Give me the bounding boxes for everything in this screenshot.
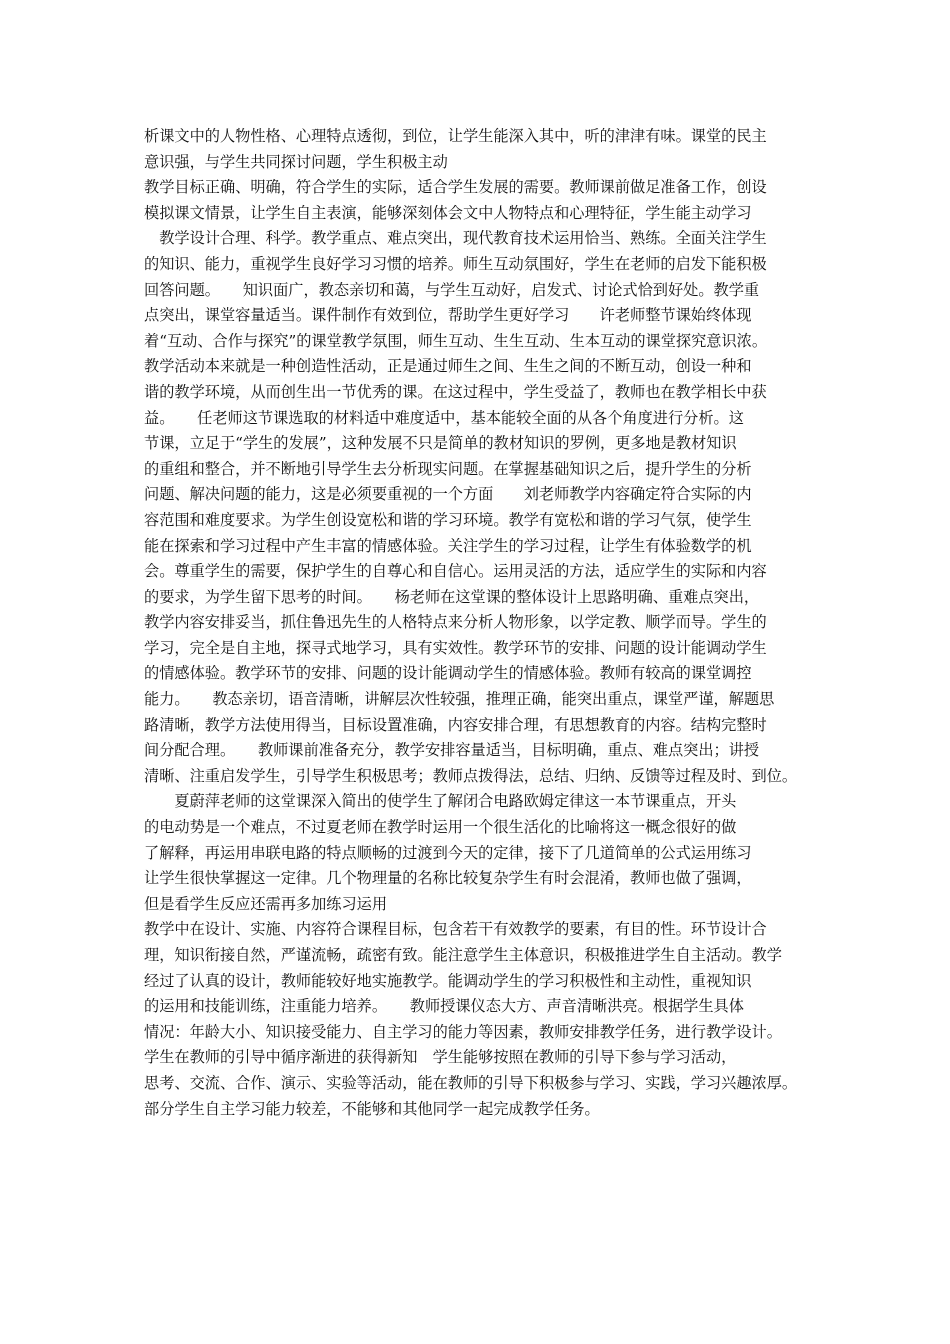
document-body [144,124,824,1122]
text-line: 谐的教学环境，从而创生出一节优秀的课。在这过程中，学生受益了，教师也在教学相长中获 [144,382,767,401]
text-line: 思考、交流、合作、演示、实验等活动，能在教师的引导下积极参与学习、实践，学习兴趣浓厚。 [144,1073,798,1092]
text-line: 夏蔚萍老师的这堂课深入简出的使学生了解闭合电路欧姆定律这一本节课重点，开头 [144,792,737,811]
text-line: 理，知识衔接自然，严谨流畅，疏密有致。能注意学生主体意识，积极推进学生自主活动。教学 [144,946,782,964]
text-line: 教学设计合理、科学。教学重点、难点突出，现代教育技术运用恰当、熟练。全面关注学生 [144,229,767,248]
text-line: 学习，完全是自主地，探寻式地学习，具有实效性。教学环节的安排、问题的设计能调动学生 [144,638,767,657]
text-line: 容范围和难度要求。为学生创设宽松和谐的学习环境。教学有宽松和谐的学习气氛，使学生 [144,510,752,529]
text-line: 间分配合理。 教师课前准备充分，教学安排容量适当，目标明确，重点、难点突出；讲授 [144,741,760,760]
text-line: 析课文中的人物性格、心理特点透彻，到位，让学生能深入其中，听的津津有味。课堂的民主 [144,127,767,145]
text-line: 的电动势是一个难点，不过夏老师在教学时运用一个很生活化的比喻将这一概念很好的做 [144,818,737,837]
text-line: 教学目标正确、明确，符合学生的实际，适合学生发展的需要。教师课前做足准备工作，创设 [144,178,767,197]
text-line: 让学生很快掌握这一定律。几个物理量的名称比较复杂学生有时会混淆，教师也做了强调， [144,869,752,888]
text-line: 情况：年龄大小、知识接受能力、自主学习的能力等因素，教师安排教学任务，进行教学设计。 [144,1022,782,1041]
text-line: 点突出，课堂容量适当。课件制作有效到位，帮助学生更好学习 许老师整节课始终体现 [144,306,752,325]
text-line: 能在探索和学习过程中产生丰富的情感体验。关注学生的学习过程，让学生有体验数学的机 [144,536,752,555]
text-line: 部分学生自主学习能力较差，不能够和其他同学一起完成教学任务。 [144,1099,600,1118]
text-line: 经过了认真的设计，教师能较好地实施教学。能调动学生的学习积极性和主动性，重视知识 [144,971,752,990]
text-line: 会。尊重学生的需要，保护学生的自尊心和自信心。运用灵活的方法，适应学生的实际和内容 [144,562,767,581]
text-line: 路清晰，教学方法使用得当，目标设置准确，内容安排合理，有思想教育的内容。结构完整时 [144,715,767,734]
text-line: 能力。 教态亲切，语音清晰，讲解层次性较强，推理正确，能突出重点，课堂严谨，解题思 [144,690,775,709]
text-line: 意识强，与学生共同探讨问题，学生积极主动 [144,152,448,171]
text-line: 的重组和整合，并不断地引导学生去分析现实问题。在掌握基础知识之后，提升学生的分析 [144,459,752,478]
text-line: 学生在教师的引导中循序渐进的获得新知 学生能够按照在教师的引导下参与学习活动， [144,1048,737,1067]
text-line: 的情感体验。教学环节的安排、问题的设计能调动学生的情感体验。教师有较高的课堂调控 [144,664,752,683]
text-line: 清晰、注重启发学生，引导学生积极思考；教师点拨得法，总结、归纳、反馈等过程及时、到位。 [144,766,798,785]
text-line: 了解释，再运用串联电路的特点顺畅的过渡到今天的定律，接下了几道简单的公式运用练习 [144,843,752,862]
text-line: 问题、解决问题的能力，这是必须要重视的一个方面 刘老师教学内容确定符合实际的内 [144,485,752,504]
text-line: 益。 任老师这节课选取的材料适中难度适中，基本能较全面的从各个角度进行分析。这 [144,408,744,427]
text-line: 教学活动本来就是一种创造性活动，正是通过师生之间、生生之间的不断互动，创设一种和 [144,357,752,376]
text-line: 的运用和技能训练，注重能力培养。 教师授课仪态大方、声音清晰洪亮。根据学生具体 [144,997,744,1016]
text-line: 但是看学生反应还需再多加练习运用 [144,894,387,913]
text-line: 着“互动、合作与探究”的课堂教学氛围，师生互动、生生互动、生本互动的课堂探究意识浓。 [144,331,768,350]
text-line: 教学中在设计、实施、内容符合课程目标，包含若干有效教学的要素，有目的性。环节设计合 [144,920,767,939]
text-line: 节课，立足于“学生的发展”，这种发展不只是简单的教材知识的罗例，更多地是教材知识 [144,434,737,453]
text-line: 模拟课文情景，让学生自主表演，能够深刻体会文中人物特点和心理特征，学生能主动学习 [144,203,752,222]
text-line: 的知识、能力，重视学生良好学习习惯的培养。师生互动氛围好，学生在老师的启发下能积极 [144,254,767,273]
text-line: 的要求，为学生留下思考的时间。 杨老师在这堂课的整体设计上思路明确、重难点突出， [144,587,760,606]
text-line: 教学内容安排妥当，抓住鲁迅先生的人格特点来分析人物形象，以学定教、顺学而导。学生的 [144,613,767,632]
text-line: 回答问题。 知识面广，教态亲切和蔼，与学生互动好，启发式、讨论式恰到好处。教学重 [144,280,760,299]
